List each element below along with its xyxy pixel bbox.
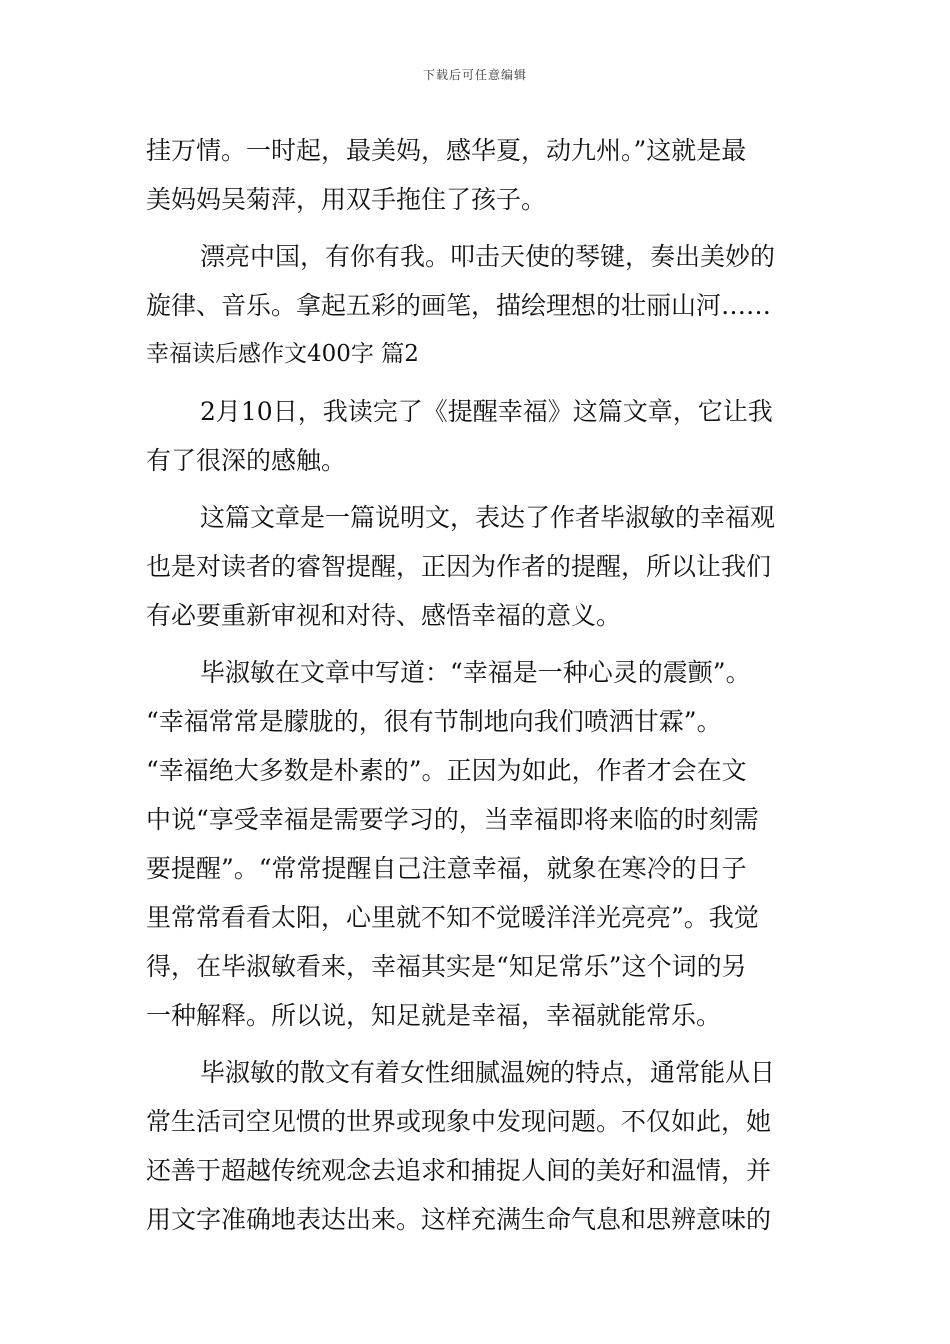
text-line: 毕淑敏的散文有着女性细腻温婉的特点，通常能从日 xyxy=(200,1058,776,1087)
section-heading xyxy=(146,330,808,379)
paragraph xyxy=(146,1048,808,1244)
text-line: 漂亮中国，有你有我。叩击天使的琴键，奏出美妙的 xyxy=(200,242,776,271)
page-header: 下载后可任意编辑 xyxy=(422,68,527,82)
text-line: 用文字准确地表达出来。这样充满生命气息和思辨意味的 xyxy=(146,1205,772,1234)
text-line: 中说“享受幸福是需要学习的，当幸福即将来临的时刻需 xyxy=(146,805,759,834)
text-line: “幸福常常是朦胧的，很有节制地向我们喷洒甘霖”。 xyxy=(146,707,722,736)
paragraph-gap xyxy=(146,485,808,493)
text-line: 美妈妈吴菊萍，用双手拖住了孩子。 xyxy=(146,185,547,214)
text-line: 有必要重新审视和对待、感悟幸福的意义。 xyxy=(146,601,622,630)
document-body xyxy=(146,126,808,1244)
paragraph xyxy=(146,232,808,330)
heading-text: 幸福读后感作文400字 篇2 xyxy=(146,341,419,367)
paragraph xyxy=(146,126,808,224)
text-line: 还善于超越传统观念去追求和捕捉人间的美好和温情，并 xyxy=(146,1156,772,1185)
text-line: “幸福绝大多数是朴素的”。正因为如此，作者才会在文 xyxy=(146,756,747,785)
paragraph-gap xyxy=(146,379,808,387)
text-line: 常生活司空见惯的世界或现象中发现问题。不仅如此，她 xyxy=(146,1107,772,1136)
text-line: 也是对读者的睿智提醒，正因为作者的提醒，所以让我们 xyxy=(146,552,772,581)
paragraph xyxy=(146,648,808,1040)
paragraph-gap xyxy=(146,1040,808,1048)
paragraph xyxy=(146,387,808,485)
paragraph-gap xyxy=(146,640,808,648)
paragraph xyxy=(146,493,808,640)
text-line: 挂万情。一时起，最美妈，感华夏，动九州。”这就是最 xyxy=(146,136,747,165)
text-line: 要提醒”。“常常提醒自己注意幸福，就象在寒冷的日子 xyxy=(146,854,747,883)
text-line: 这篇文章是一篇说明文，表达了作者毕淑敏的幸福观 xyxy=(200,503,776,532)
text-line: 里常常看看太阳，心里就不知不觉暖洋洋光亮亮”。我觉 xyxy=(146,903,759,932)
paragraph-gap xyxy=(146,224,808,232)
text-line: 毕淑敏在文章中写道：“幸福是一种心灵的震颤”。 xyxy=(200,658,751,687)
text-line: 有了很深的感触。 xyxy=(146,446,347,475)
text-line: 2月10日，我读完了《提醒幸福》这篇文章，它让我 xyxy=(200,397,773,426)
text-line: 旋律、音乐。拿起五彩的画笔，描绘理想的壮丽山河…… xyxy=(146,291,772,320)
text-line: 一种解释。所以说，知足就是幸福，幸福就能常乐。 xyxy=(146,1001,722,1030)
text-line: 得，在毕淑敏看来，幸福其实是“知足常乐”这个词的另 xyxy=(146,952,747,981)
